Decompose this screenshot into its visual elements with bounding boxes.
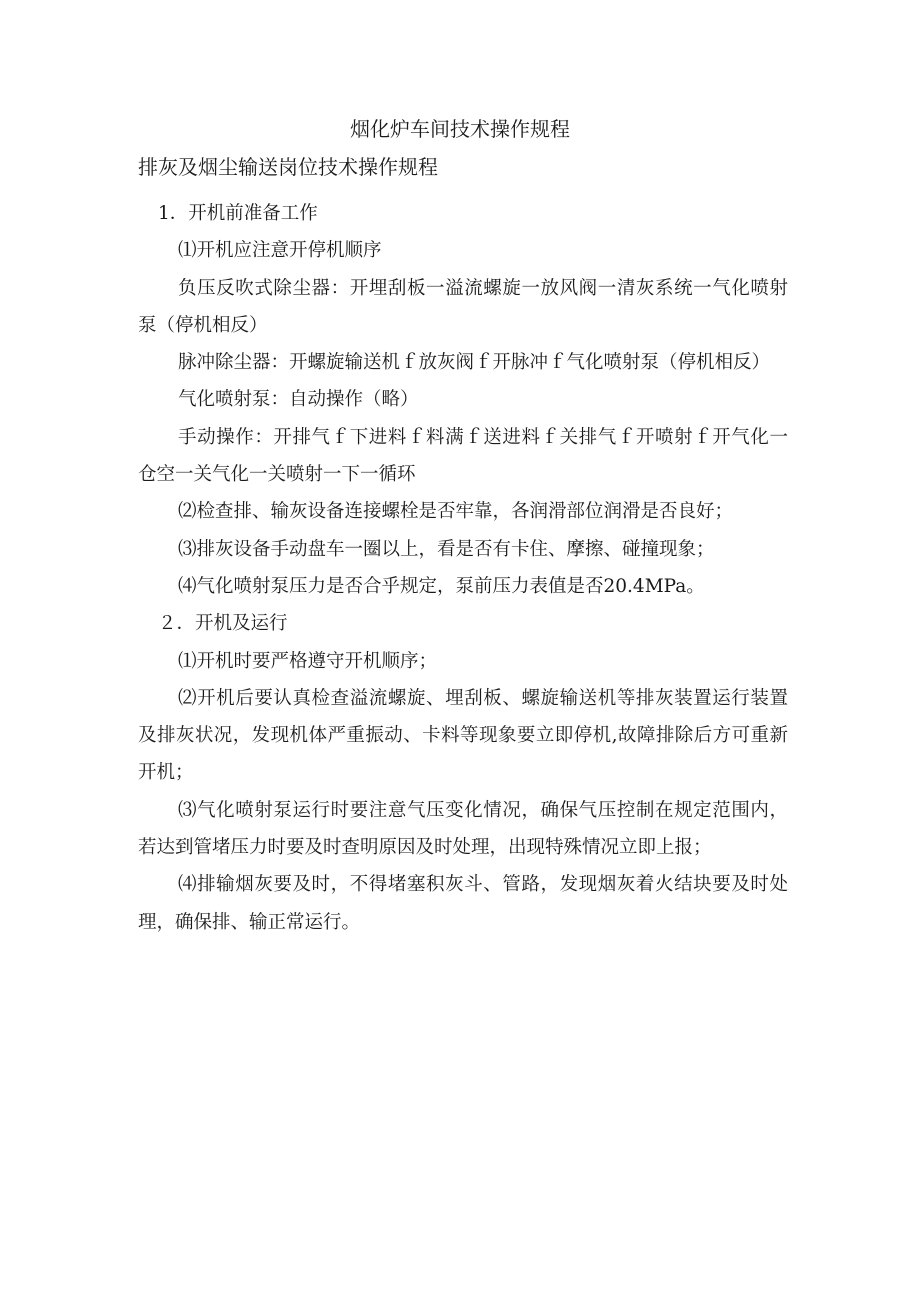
section-1-paragraph-5: 手动操作：开排气ｆ下进料ｆ料满ｆ送进料ｆ关排气ｆ开喷射ｆ开气化一仓空一关气化一关喷射一下一循环 [138, 426, 788, 486]
document-title: 烟化炉车间技术操作规程 [350, 117, 570, 141]
section-1-paragraph-7: ⑶排灰设备手动盘车一圈以上，看是否有卡住、摩擦、碰撞现象； [178, 538, 715, 560]
section-1-paragraph-3: 脉冲除尘器：开螺旋输送机ｆ放灰阀ｆ开脉冲ｆ气化喷射泵（停机相反） [178, 352, 771, 374]
section-1-paragraph-8: ⑷气化喷射泵压力是否合乎规定，泵前压力表值是否20.4MPa。 [178, 575, 705, 597]
section-1-paragraph-1: ⑴开机应注意开停机顺序 [178, 240, 382, 262]
section-1-heading: 1．开机前准备工作 [158, 203, 318, 224]
section-1-paragraph-6: ⑵检查排、输灰设备连接螺栓是否牢靠，各润滑部位润滑是否良好； [178, 501, 734, 523]
section-2-heading: ２．开机及运行 [158, 613, 288, 635]
section-2-paragraph-4: ⑷排输烟灰要及时，不得堵塞积灰斗、管路，发现烟灰着火结块要及时处理，确保排、输正常运行。 [138, 874, 788, 933]
document-subtitle: 排灰及烟尘输送岗位技术操作规程 [138, 155, 438, 179]
section-2-paragraph-3: ⑶气化喷射泵运行时要注意气压变化情况，确保气压控制在规定范围内，若达到管堵压力时要及时查明原因及时处理，出现特殊情况立即上报； [138, 799, 788, 859]
document-body [138, 195, 788, 941]
section-2-paragraph-1: ⑴开机时要严格遵守开机顺序； [178, 650, 438, 672]
section-1-paragraph-4: 气化喷射泵：自动操作（略） [178, 389, 419, 411]
section-1-paragraph-2: 负压反吹式除尘器：开埋刮板一溢流螺旋一放风阀一清灰系统一气化喷射泵（停机相反） [138, 277, 788, 336]
section-2-paragraph-2: ⑵开机后要认真检查溢流螺旋、埋刮板、螺旋输送机等排灰装置运行装置及排灰状况，发现机体严重振动、卡料等现象要立即停机,故障排除后方可重新开机； [138, 687, 788, 784]
